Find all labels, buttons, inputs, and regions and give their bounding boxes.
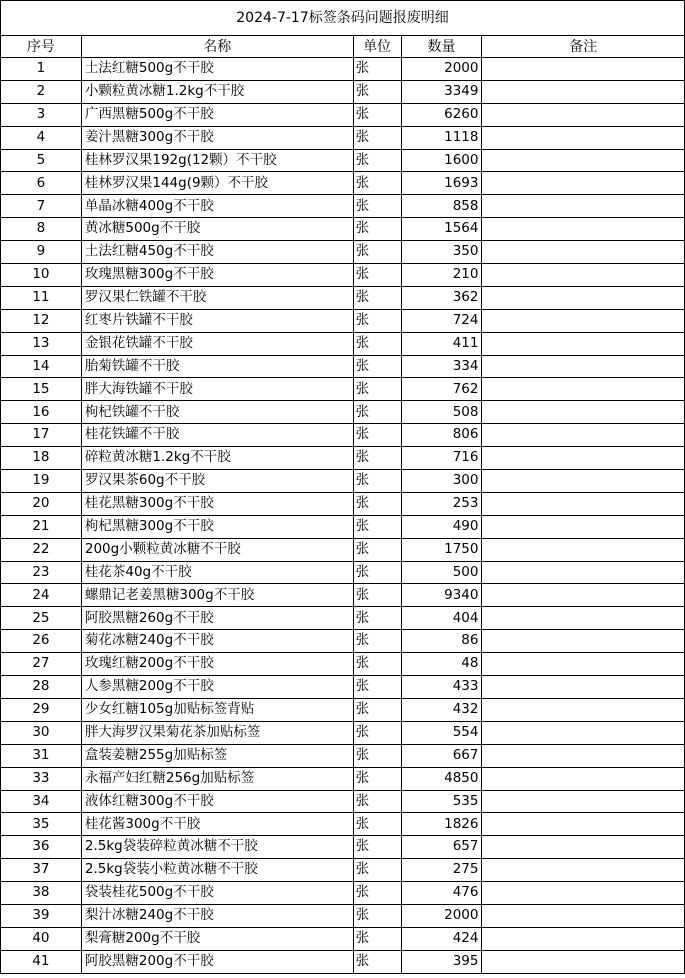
cell-unit[interactable]: 张: [353, 744, 401, 767]
cell-qty[interactable]: 4850: [401, 767, 482, 790]
cell-name[interactable]: 螺鼎记老姜黑糖300g不干胶: [81, 584, 353, 607]
table-row: [1, 195, 685, 218]
cell-unit[interactable]: 张: [353, 653, 401, 676]
cell-note[interactable]: [482, 218, 685, 241]
table-row: [1, 676, 685, 699]
cell-unit[interactable]: 张: [353, 584, 401, 607]
cell-index[interactable]: 16: [1, 401, 82, 424]
cell-note[interactable]: [482, 332, 685, 355]
cell-index[interactable]: 36: [1, 836, 82, 859]
cell-index[interactable]: 37: [1, 859, 82, 882]
cell-qty[interactable]: 667: [401, 744, 482, 767]
cell-index[interactable]: 1: [1, 58, 82, 81]
cell-qty[interactable]: 500: [401, 561, 482, 584]
cell-qty[interactable]: 334: [401, 355, 482, 378]
cell-note[interactable]: [482, 103, 685, 126]
cell-index[interactable]: 29: [1, 698, 82, 721]
cell-qty[interactable]: 806: [401, 424, 482, 447]
cell-index[interactable]: 14: [1, 355, 82, 378]
cell-qty[interactable]: 1826: [401, 813, 482, 836]
cell-note[interactable]: [482, 126, 685, 149]
cell-unit[interactable]: 张: [353, 355, 401, 378]
cell-qty[interactable]: 275: [401, 859, 482, 882]
cell-name[interactable]: 人参黑糖200g不干胶: [81, 676, 353, 699]
cell-index[interactable]: 38: [1, 882, 82, 905]
cell-note[interactable]: [482, 882, 685, 905]
cell-name[interactable]: 黄冰糖500g不干胶: [81, 218, 353, 241]
table-row: [1, 218, 685, 241]
cell-unit[interactable]: 张: [353, 286, 401, 309]
cell-qty[interactable]: 350: [401, 241, 482, 264]
cell-qty[interactable]: 1750: [401, 538, 482, 561]
cell-unit[interactable]: 张: [353, 126, 401, 149]
cell-unit[interactable]: 张: [353, 80, 401, 103]
cell-note[interactable]: [482, 630, 685, 653]
header-row: [1, 36, 685, 58]
cell-note[interactable]: [482, 790, 685, 813]
cell-note[interactable]: [482, 264, 685, 287]
cell-unit[interactable]: 张: [353, 950, 401, 973]
cell-note[interactable]: [482, 309, 685, 332]
cell-qty[interactable]: 362: [401, 286, 482, 309]
cell-unit[interactable]: 张: [353, 904, 401, 927]
cell-name[interactable]: 罗汉果仁铁罐不干胶: [81, 286, 353, 309]
table-row: [1, 355, 685, 378]
cell-name[interactable]: 罗汉果茶60g不干胶: [81, 470, 353, 493]
cell-index[interactable]: 6: [1, 172, 82, 195]
cell-note[interactable]: [482, 813, 685, 836]
cell-index[interactable]: 35: [1, 813, 82, 836]
cell-index[interactable]: 15: [1, 378, 82, 401]
cell-index[interactable]: 23: [1, 561, 82, 584]
cell-unit[interactable]: 张: [353, 676, 401, 699]
cell-unit[interactable]: 张: [353, 630, 401, 653]
header-name[interactable]: 名称: [81, 36, 353, 58]
cell-name[interactable]: 玫瑰黑糖300g不干胶: [81, 264, 353, 287]
cell-name[interactable]: 菊花冰糖240g不干胶: [81, 630, 353, 653]
table-row: [1, 859, 685, 882]
cell-qty[interactable]: 535: [401, 790, 482, 813]
cell-unit[interactable]: 张: [353, 149, 401, 172]
table-row: [1, 904, 685, 927]
cell-note[interactable]: [482, 241, 685, 264]
header-note[interactable]: 备注: [482, 36, 685, 58]
table-row: [1, 950, 685, 973]
cell-index[interactable]: 2: [1, 80, 82, 103]
cell-qty[interactable]: 432: [401, 698, 482, 721]
cell-index[interactable]: 21: [1, 515, 82, 538]
cell-index[interactable]: 12: [1, 309, 82, 332]
cell-index[interactable]: 4: [1, 126, 82, 149]
table-row: [1, 447, 685, 470]
cell-name[interactable]: 胖大海罗汉果菊花茶加贴标签: [81, 721, 353, 744]
header-qty[interactable]: 数量: [401, 36, 482, 58]
cell-qty[interactable]: 554: [401, 721, 482, 744]
table-row: [1, 286, 685, 309]
cell-note[interactable]: [482, 149, 685, 172]
table-row: [1, 126, 685, 149]
cell-note[interactable]: [482, 58, 685, 81]
table-row: [1, 927, 685, 950]
cell-name[interactable]: 桂花茶40g不干胶: [81, 561, 353, 584]
cell-unit[interactable]: 张: [353, 470, 401, 493]
cell-note[interactable]: [482, 172, 685, 195]
cell-name[interactable]: 阿胶黑糖260g不干胶: [81, 607, 353, 630]
cell-index[interactable]: 9: [1, 241, 82, 264]
cell-qty[interactable]: 6260: [401, 103, 482, 126]
table-row: [1, 149, 685, 172]
cell-note[interactable]: [482, 904, 685, 927]
cell-index[interactable]: 27: [1, 653, 82, 676]
cell-index[interactable]: 33: [1, 767, 82, 790]
cell-qty[interactable]: 86: [401, 630, 482, 653]
cell-note[interactable]: [482, 447, 685, 470]
cell-name[interactable]: 广西黑糖500g不干胶: [81, 103, 353, 126]
cell-name[interactable]: 2.5kg袋装碎粒黄冰糖不干胶: [81, 836, 353, 859]
cell-name[interactable]: 桂花黑糖300g不干胶: [81, 492, 353, 515]
cell-qty[interactable]: 2000: [401, 904, 482, 927]
cell-index[interactable]: 19: [1, 470, 82, 493]
table-row: [1, 264, 685, 287]
table-row: [1, 836, 685, 859]
cell-note[interactable]: [482, 286, 685, 309]
cell-name[interactable]: 少女红糖105g加贴标签背贴: [81, 698, 353, 721]
cell-name[interactable]: 单晶冰糖400g不干胶: [81, 195, 353, 218]
cell-unit[interactable]: 张: [353, 515, 401, 538]
cell-index[interactable]: 41: [1, 950, 82, 973]
cell-index[interactable]: 5: [1, 149, 82, 172]
cell-qty[interactable]: 1693: [401, 172, 482, 195]
table-row: [1, 424, 685, 447]
table-row: [1, 241, 685, 264]
cell-qty[interactable]: 2000: [401, 58, 482, 81]
table-row: [1, 103, 685, 126]
cell-note[interactable]: [482, 950, 685, 973]
cell-unit[interactable]: 张: [353, 790, 401, 813]
cell-index[interactable]: 28: [1, 676, 82, 699]
cell-unit[interactable]: 张: [353, 538, 401, 561]
cell-note[interactable]: [482, 927, 685, 950]
cell-qty[interactable]: 490: [401, 515, 482, 538]
cell-name[interactable]: 土法红糖500g不干胶: [81, 58, 353, 81]
header-index[interactable]: 序号: [1, 36, 82, 58]
cell-unit[interactable]: 张: [353, 241, 401, 264]
cell-qty[interactable]: 508: [401, 401, 482, 424]
cell-name[interactable]: 姜汁黑糖300g不干胶: [81, 126, 353, 149]
cell-index[interactable]: 20: [1, 492, 82, 515]
table-row: [1, 492, 685, 515]
table-row: [1, 401, 685, 424]
cell-unit[interactable]: 张: [353, 195, 401, 218]
cell-qty[interactable]: 48: [401, 653, 482, 676]
table-row: [1, 721, 685, 744]
cell-unit[interactable]: 张: [353, 492, 401, 515]
cell-unit[interactable]: 张: [353, 813, 401, 836]
cell-name[interactable]: 小颗粒黄冰糖1.2kg不干胶: [81, 80, 353, 103]
title-row: [1, 1, 685, 36]
cell-index[interactable]: 31: [1, 744, 82, 767]
table-row: [1, 767, 685, 790]
cell-index[interactable]: 10: [1, 264, 82, 287]
table-row: [1, 309, 685, 332]
table-row: [1, 744, 685, 767]
cell-index[interactable]: 25: [1, 607, 82, 630]
cell-name[interactable]: 200g小颗粒黄冰糖不干胶: [81, 538, 353, 561]
table-row: [1, 653, 685, 676]
cell-note[interactable]: [482, 470, 685, 493]
cell-index[interactable]: 11: [1, 286, 82, 309]
table-row: [1, 515, 685, 538]
cell-note[interactable]: [482, 355, 685, 378]
cell-name[interactable]: 碎粒黄冰糖1.2kg不干胶: [81, 447, 353, 470]
cell-qty[interactable]: 424: [401, 927, 482, 950]
cell-qty[interactable]: 657: [401, 836, 482, 859]
cell-note[interactable]: [482, 607, 685, 630]
cell-unit[interactable]: 张: [353, 264, 401, 287]
table-row: [1, 58, 685, 81]
cell-note[interactable]: [482, 584, 685, 607]
cell-note[interactable]: [482, 836, 685, 859]
table-row: [1, 470, 685, 493]
table-row: [1, 813, 685, 836]
cell-note[interactable]: [482, 653, 685, 676]
cell-name[interactable]: 枸杞铁罐不干胶: [81, 401, 353, 424]
table-row: [1, 561, 685, 584]
cell-unit[interactable]: 张: [353, 424, 401, 447]
cell-unit[interactable]: 张: [353, 721, 401, 744]
cell-name[interactable]: 桂林罗汉果144g(9颗）不干胶: [81, 172, 353, 195]
cell-qty[interactable]: 210: [401, 264, 482, 287]
cell-name[interactable]: 胎菊铁罐不干胶: [81, 355, 353, 378]
cell-note[interactable]: [482, 721, 685, 744]
cell-name[interactable]: 土法红糖450g不干胶: [81, 241, 353, 264]
cell-unit[interactable]: 张: [353, 859, 401, 882]
cell-note[interactable]: [482, 195, 685, 218]
cell-name[interactable]: 桂林罗汉果192g(12颗）不干胶: [81, 149, 353, 172]
table-row: [1, 378, 685, 401]
cell-index[interactable]: 34: [1, 790, 82, 813]
cell-qty[interactable]: 3349: [401, 80, 482, 103]
cell-name[interactable]: 梨汁冰糖240g不干胶: [81, 904, 353, 927]
cell-qty[interactable]: 476: [401, 882, 482, 905]
cell-qty[interactable]: 300: [401, 470, 482, 493]
cell-note[interactable]: [482, 424, 685, 447]
cell-unit[interactable]: 张: [353, 447, 401, 470]
cell-note[interactable]: [482, 378, 685, 401]
cell-name[interactable]: 玫瑰红糖200g不干胶: [81, 653, 353, 676]
cell-unit[interactable]: 张: [353, 698, 401, 721]
cell-name[interactable]: 金银花铁罐不干胶: [81, 332, 353, 355]
table-row: [1, 538, 685, 561]
cell-unit[interactable]: 张: [353, 882, 401, 905]
cell-index[interactable]: 39: [1, 904, 82, 927]
cell-name[interactable]: 红枣片铁罐不干胶: [81, 309, 353, 332]
cell-name[interactable]: 桂花铁罐不干胶: [81, 424, 353, 447]
cell-note[interactable]: [482, 767, 685, 790]
cell-qty[interactable]: 1600: [401, 149, 482, 172]
cell-name[interactable]: 枸杞黑糖300g不干胶: [81, 515, 353, 538]
cell-name[interactable]: 盒装姜糖255g加贴标签: [81, 744, 353, 767]
table-row: [1, 882, 685, 905]
cell-name[interactable]: 永福产妇红糖256g加贴标签: [81, 767, 353, 790]
cell-note[interactable]: [482, 676, 685, 699]
cell-index[interactable]: 30: [1, 721, 82, 744]
cell-name[interactable]: 胖大海铁罐不干胶: [81, 378, 353, 401]
cell-name[interactable]: 液体红糖300g不干胶: [81, 790, 353, 813]
cell-index[interactable]: 40: [1, 927, 82, 950]
cell-unit[interactable]: 张: [353, 767, 401, 790]
cell-note[interactable]: [482, 80, 685, 103]
cell-note[interactable]: [482, 859, 685, 882]
cell-qty[interactable]: 433: [401, 676, 482, 699]
cell-qty[interactable]: 1118: [401, 126, 482, 149]
table-row: [1, 790, 685, 813]
table-row: [1, 630, 685, 653]
cell-qty[interactable]: 404: [401, 607, 482, 630]
cell-unit[interactable]: 张: [353, 58, 401, 81]
cell-name[interactable]: 2.5kg袋装小粒黄冰糖不干胶: [81, 859, 353, 882]
cell-index[interactable]: 3: [1, 103, 82, 126]
table-row: [1, 332, 685, 355]
cell-unit[interactable]: 张: [353, 561, 401, 584]
cell-name[interactable]: 阿胶黑糖200g不干胶: [81, 950, 353, 973]
cell-index[interactable]: 8: [1, 218, 82, 241]
cell-index[interactable]: 24: [1, 584, 82, 607]
cell-qty[interactable]: 762: [401, 378, 482, 401]
cell-qty[interactable]: 1564: [401, 218, 482, 241]
cell-index[interactable]: 13: [1, 332, 82, 355]
cell-index[interactable]: 17: [1, 424, 82, 447]
cell-note[interactable]: [482, 561, 685, 584]
cell-unit[interactable]: 张: [353, 218, 401, 241]
cell-unit[interactable]: 张: [353, 607, 401, 630]
cell-unit[interactable]: 张: [353, 927, 401, 950]
header-unit[interactable]: 单位: [353, 36, 401, 58]
cell-qty[interactable]: 411: [401, 332, 482, 355]
cell-qty[interactable]: 9340: [401, 584, 482, 607]
cell-qty[interactable]: 858: [401, 195, 482, 218]
table-row: [1, 172, 685, 195]
cell-note[interactable]: [482, 698, 685, 721]
table-row: [1, 607, 685, 630]
table-title[interactable]: 2024-7-17标签条码问题报废明细: [1, 1, 685, 36]
cell-unit[interactable]: 张: [353, 309, 401, 332]
cell-unit[interactable]: 张: [353, 401, 401, 424]
cell-qty[interactable]: 395: [401, 950, 482, 973]
cell-note[interactable]: [482, 538, 685, 561]
cell-index[interactable]: 7: [1, 195, 82, 218]
cell-name[interactable]: 袋装桂花500g不干胶: [81, 882, 353, 905]
cell-note[interactable]: [482, 515, 685, 538]
cell-qty[interactable]: 724: [401, 309, 482, 332]
cell-name[interactable]: 桂花酱300g不干胶: [81, 813, 353, 836]
cell-note[interactable]: [482, 744, 685, 767]
cell-index[interactable]: 26: [1, 630, 82, 653]
cell-qty[interactable]: 716: [401, 447, 482, 470]
cell-unit[interactable]: 张: [353, 332, 401, 355]
cell-qty[interactable]: 253: [401, 492, 482, 515]
cell-unit[interactable]: 张: [353, 172, 401, 195]
cell-note[interactable]: [482, 401, 685, 424]
cell-name[interactable]: 梨膏糖200g不干胶: [81, 927, 353, 950]
cell-index[interactable]: 22: [1, 538, 82, 561]
cell-index[interactable]: 18: [1, 447, 82, 470]
cell-unit[interactable]: 张: [353, 836, 401, 859]
table-row: [1, 80, 685, 103]
cell-note[interactable]: [482, 492, 685, 515]
cell-unit[interactable]: 张: [353, 103, 401, 126]
table-row: [1, 698, 685, 721]
table-row: [1, 584, 685, 607]
cell-unit[interactable]: 张: [353, 378, 401, 401]
